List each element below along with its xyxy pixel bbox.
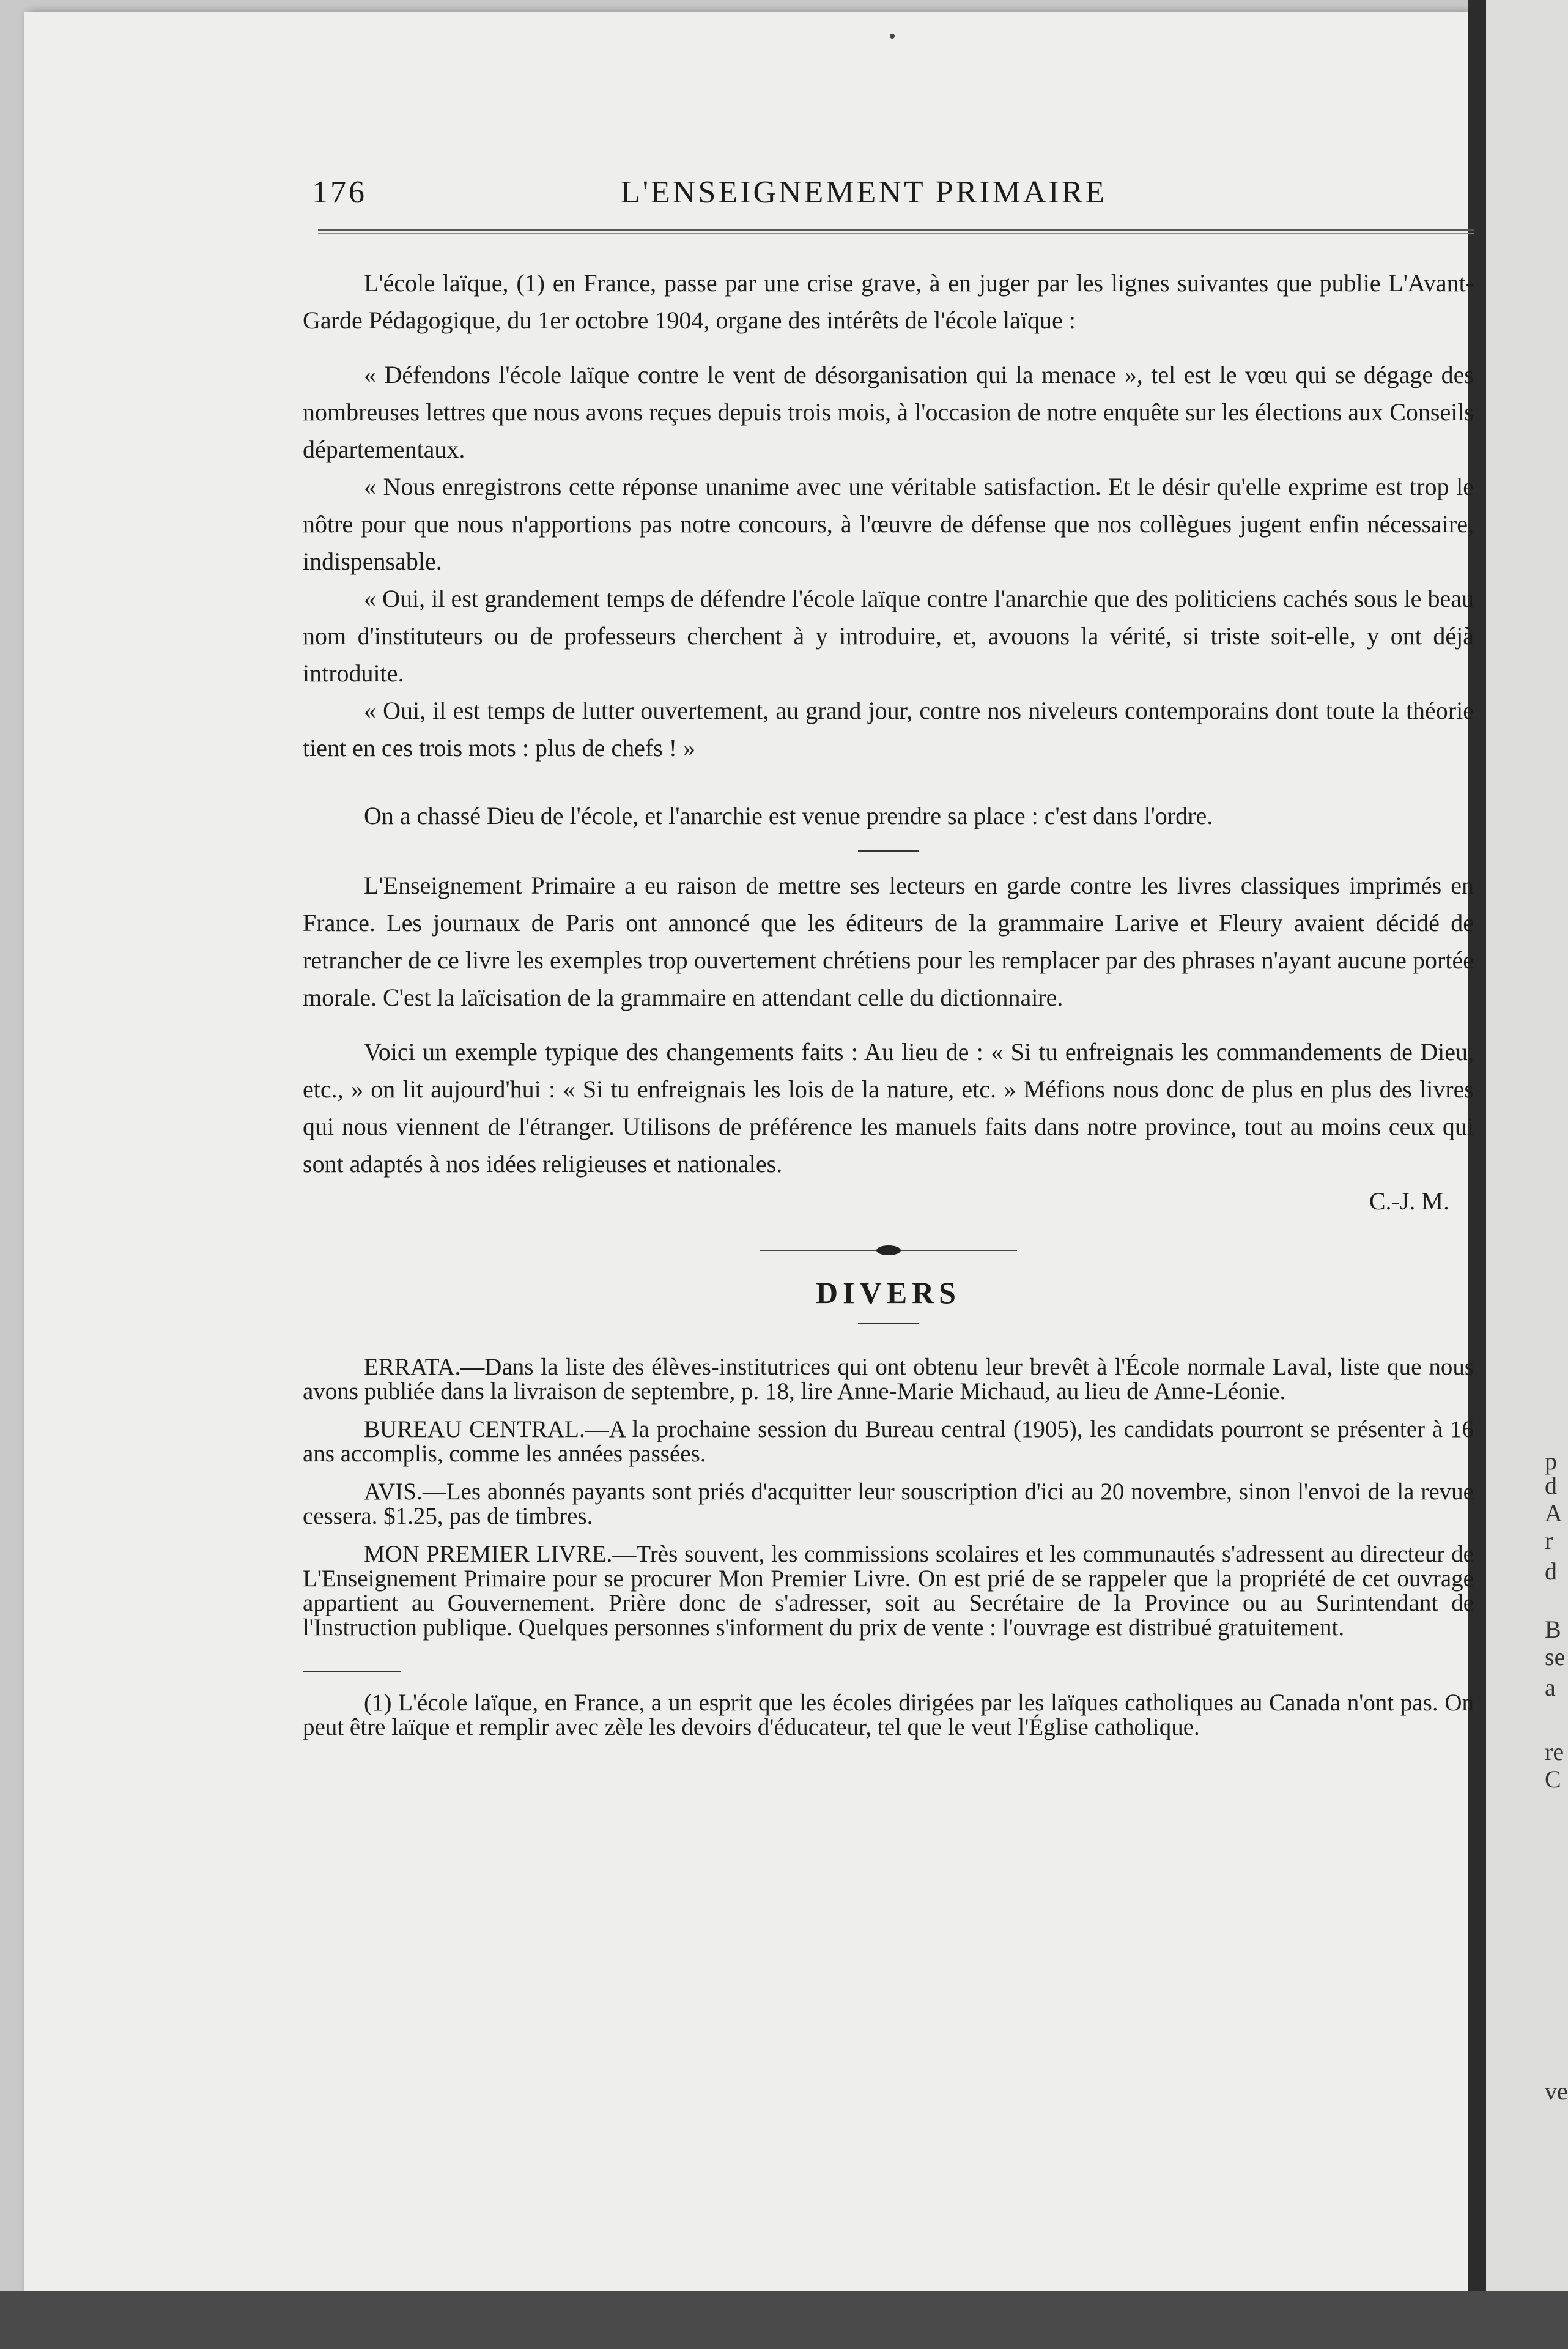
- adjacent-fragment: se: [1545, 1643, 1566, 1671]
- adjacent-fragment: ve: [1545, 2077, 1568, 2105]
- adjacent-fragment: C: [1545, 1765, 1561, 1793]
- article-paragraph: On a chassé Dieu de l'école, et l'anarchie est venue prendre sa place : c'est dans l'ordre.: [364, 802, 1213, 829]
- footnote-rule: [303, 1671, 401, 1672]
- ornament-divider: [760, 1244, 1017, 1256]
- article-paragraph: Voici un exemple typique des changements faits : Au lieu de : « Si tu enfreignais les commandements de Dieu, etc., » on lit aujourd'hui : « Si tu enfreignais les lois de la nature, etc. » Méfions nous donc de plus en plus des livres qui nous viennent de l'étranger. Utilisons de préférence les manuels faits dans notre province, tout au moins ceux qui sont adaptés à nos idées religieuses et nationales.: [303, 1038, 1474, 1178]
- notice-avis: AVIS.—Les abonnés payants sont priés d'acquitter leur souscription d'ici au 20 novembre, sinon l'envoi de la revue cessera. $1.25, pas de timbres.: [303, 1479, 1474, 1529]
- divers-section: [303, 1355, 1474, 1640]
- article-signature: C.-J. M.: [1369, 1187, 1449, 1215]
- article-paragraph: « Nous enregistrons cette réponse unanime avec une véritable satisfaction. Et le désir qu'elle exprime est trop le nôtre pour que nous n'apportions pas notre concours, à l'œuvre de défense que nos collègues jugent enfin nécessaire, indispensable.: [303, 473, 1474, 575]
- notice-errata: ERRATA.—Dans la liste des élèves-institutrices qui ont obtenu leur brevêt à l'École normale Laval, liste que nous avons publiée dans la livraison de septembre, p. 18, lire Anne-Marie Michaud, au lieu de Anne-Léonie.: [303, 1354, 1474, 1405]
- article-paragraph: « Défendons l'école laïque contre le vent de désorganisation qui la menace », tel est le vœu qui se dégage des nombreuses lettres que nous avons reçues depuis trois mois, à l'occasion de notre enquête sur les élections aux Conseils départementaux.: [303, 361, 1474, 463]
- adjacent-fragment: r: [1545, 1527, 1553, 1554]
- header-rule: [318, 229, 1474, 234]
- article-paragraph: « Oui, il est grandement temps de défendre l'école laïque contre l'anarchie que des politiciens cachés sous le beau nom d'instituteurs ou de professeurs cherchent à y introduire, et, avouons la vérité, si triste soit-elle, y ont déjà introduite.: [303, 585, 1474, 687]
- adjacent-fragment: B: [1545, 1616, 1561, 1643]
- title-rule: [858, 1323, 919, 1324]
- adjacent-page: [1486, 0, 1568, 2349]
- adjacent-fragment: p: [1545, 1447, 1557, 1475]
- article-paragraph: L'Enseignement Primaire a eu raison de mettre ses lecteurs en garde contre les livres classiques imprimés en France. Les journaux de Paris ont annoncé que les éditeurs de la grammaire Larive et Fleury avaient décidé de retrancher de ce livre les exemples trop ouvertement chrétiens pour les remplacer par des phrases n'ayant aucune portée morale. C'est la laïcisation de la grammaire en attendant celle du dictionnaire.: [303, 872, 1474, 1011]
- running-title: L'ENSEIGNEMENT PRIMAIRE: [621, 175, 1108, 210]
- section-rule: [858, 850, 919, 852]
- running-head: [303, 174, 1474, 229]
- adjacent-fragment: d: [1545, 1557, 1557, 1585]
- adjacent-fragment: re: [1545, 1738, 1564, 1765]
- adjacent-fragment: A: [1545, 1499, 1562, 1527]
- notice-bureau-central: BUREAU CENTRAL.—A la prochaine session du Bureau central (1905), les candidats pourront se présenter à 16 ans accomplis, comme les années passées.: [303, 1416, 1474, 1467]
- article-paragraph: L'école laïque, (1) en France, passe par une crise grave, à en juger par les lignes suivantes que publie L'Avant-Garde Pédagogique, du 1er octobre 1904, organe des intérêts de l'école laïque :: [303, 269, 1474, 334]
- ornament-line: [760, 1250, 876, 1251]
- ink-speck: [890, 34, 895, 39]
- adjacent-fragment: a: [1545, 1674, 1556, 1701]
- scan-bottom-edge: [0, 2291, 1568, 2349]
- footnote: (1) L'école laïque, en France, a un esprit que les écoles dirigées par les laïques catholiques au Canada n'ont pas. On peut être laïque et remplir avec zèle les devoirs d'éducateur, tel que le veut l'Église catholique.: [303, 1690, 1474, 1740]
- notice-mon-premier-livre: MON PREMIER LIVRE.—Très souvent, les commissions scolaires et les communautés s'adressent au directeur de L'Enseignement Primaire pour se procurer Mon Premier Livre. On est prié de se rappeler que la propriété de cet ouvrage appartient au Gouvernement. Prière donc de s'adresser, soit au Secrétaire de la Province ou au Surintendant de l'Instruction publique. Quelques personnes s'informent du prix de vente : l'ouvrage est distribué gratuitement.: [303, 1541, 1474, 1641]
- ornament-center: [876, 1245, 901, 1255]
- article-paragraph: « Oui, il est temps de lutter ouvertement, au grand jour, contre nos niveleurs contemporains dont toute la théorie tient en ces trois mots : plus de chefs ! »: [303, 697, 1474, 762]
- adjacent-fragment: d: [1545, 1472, 1557, 1499]
- section-title: DIVERS: [816, 1275, 961, 1310]
- page-number: 176: [312, 175, 367, 210]
- page-content: [303, 174, 1474, 1740]
- ornament-line: [901, 1250, 1017, 1251]
